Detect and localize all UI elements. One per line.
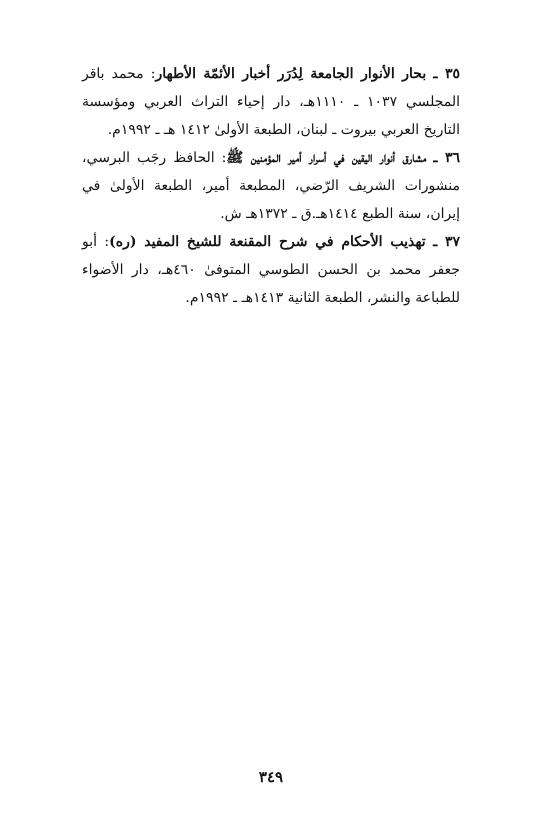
reference-number: ٣٥ ـ [433, 66, 460, 82]
reference-details: : أبو جعفر محمد بن الحسن الطوسي المتوفىٰ ٤٦٠هـ، دار الأضواء للطباعة والنشر، الطبعة الثانية ١٤١٣هـ ـ ١٩٩٢م. [82, 234, 460, 306]
reference-title: بحار الأنوار الجامعة لِدُرَر أخبار الأئمّة الأطهار [155, 66, 427, 82]
bibliography-list [82, 60, 460, 312]
reference-entry-37 [82, 228, 460, 312]
page-number: ٣٤٩ [258, 768, 284, 786]
reference-details: : محمد باقر المجلسي ١٠٣٧ ـ ١١١٠هـ، دار إحياء التراث العربي ومؤسسة التاريخ العربي بيروت ـ لبنان، الطبعة الأولىٰ ١٤١٢ هـ ـ ١٩٩٢م. [82, 66, 460, 138]
reference-number: ٣٦ ـ [433, 150, 460, 166]
reference-title: مشارق أنوار اليقين في أسرار أمير المؤمنين ﷺ [226, 150, 427, 166]
reference-title: تهذيب الأحكام في شرح المقنعة للشيخ المفيد (ره) [109, 234, 426, 250]
reference-number: ٣٧ ـ [433, 234, 461, 250]
reference-entry-36 [82, 144, 460, 228]
reference-details: : الحافظ رجَب البرسي، منشورات الشريف الرّضي، المطبعة أمير، الطبعة الأولىٰ في إيران، سنة الطبع ١٤١٤هـ.ق ـ ١٣٧٢هـ ش. [82, 150, 460, 222]
reference-entry-35 [82, 60, 460, 144]
